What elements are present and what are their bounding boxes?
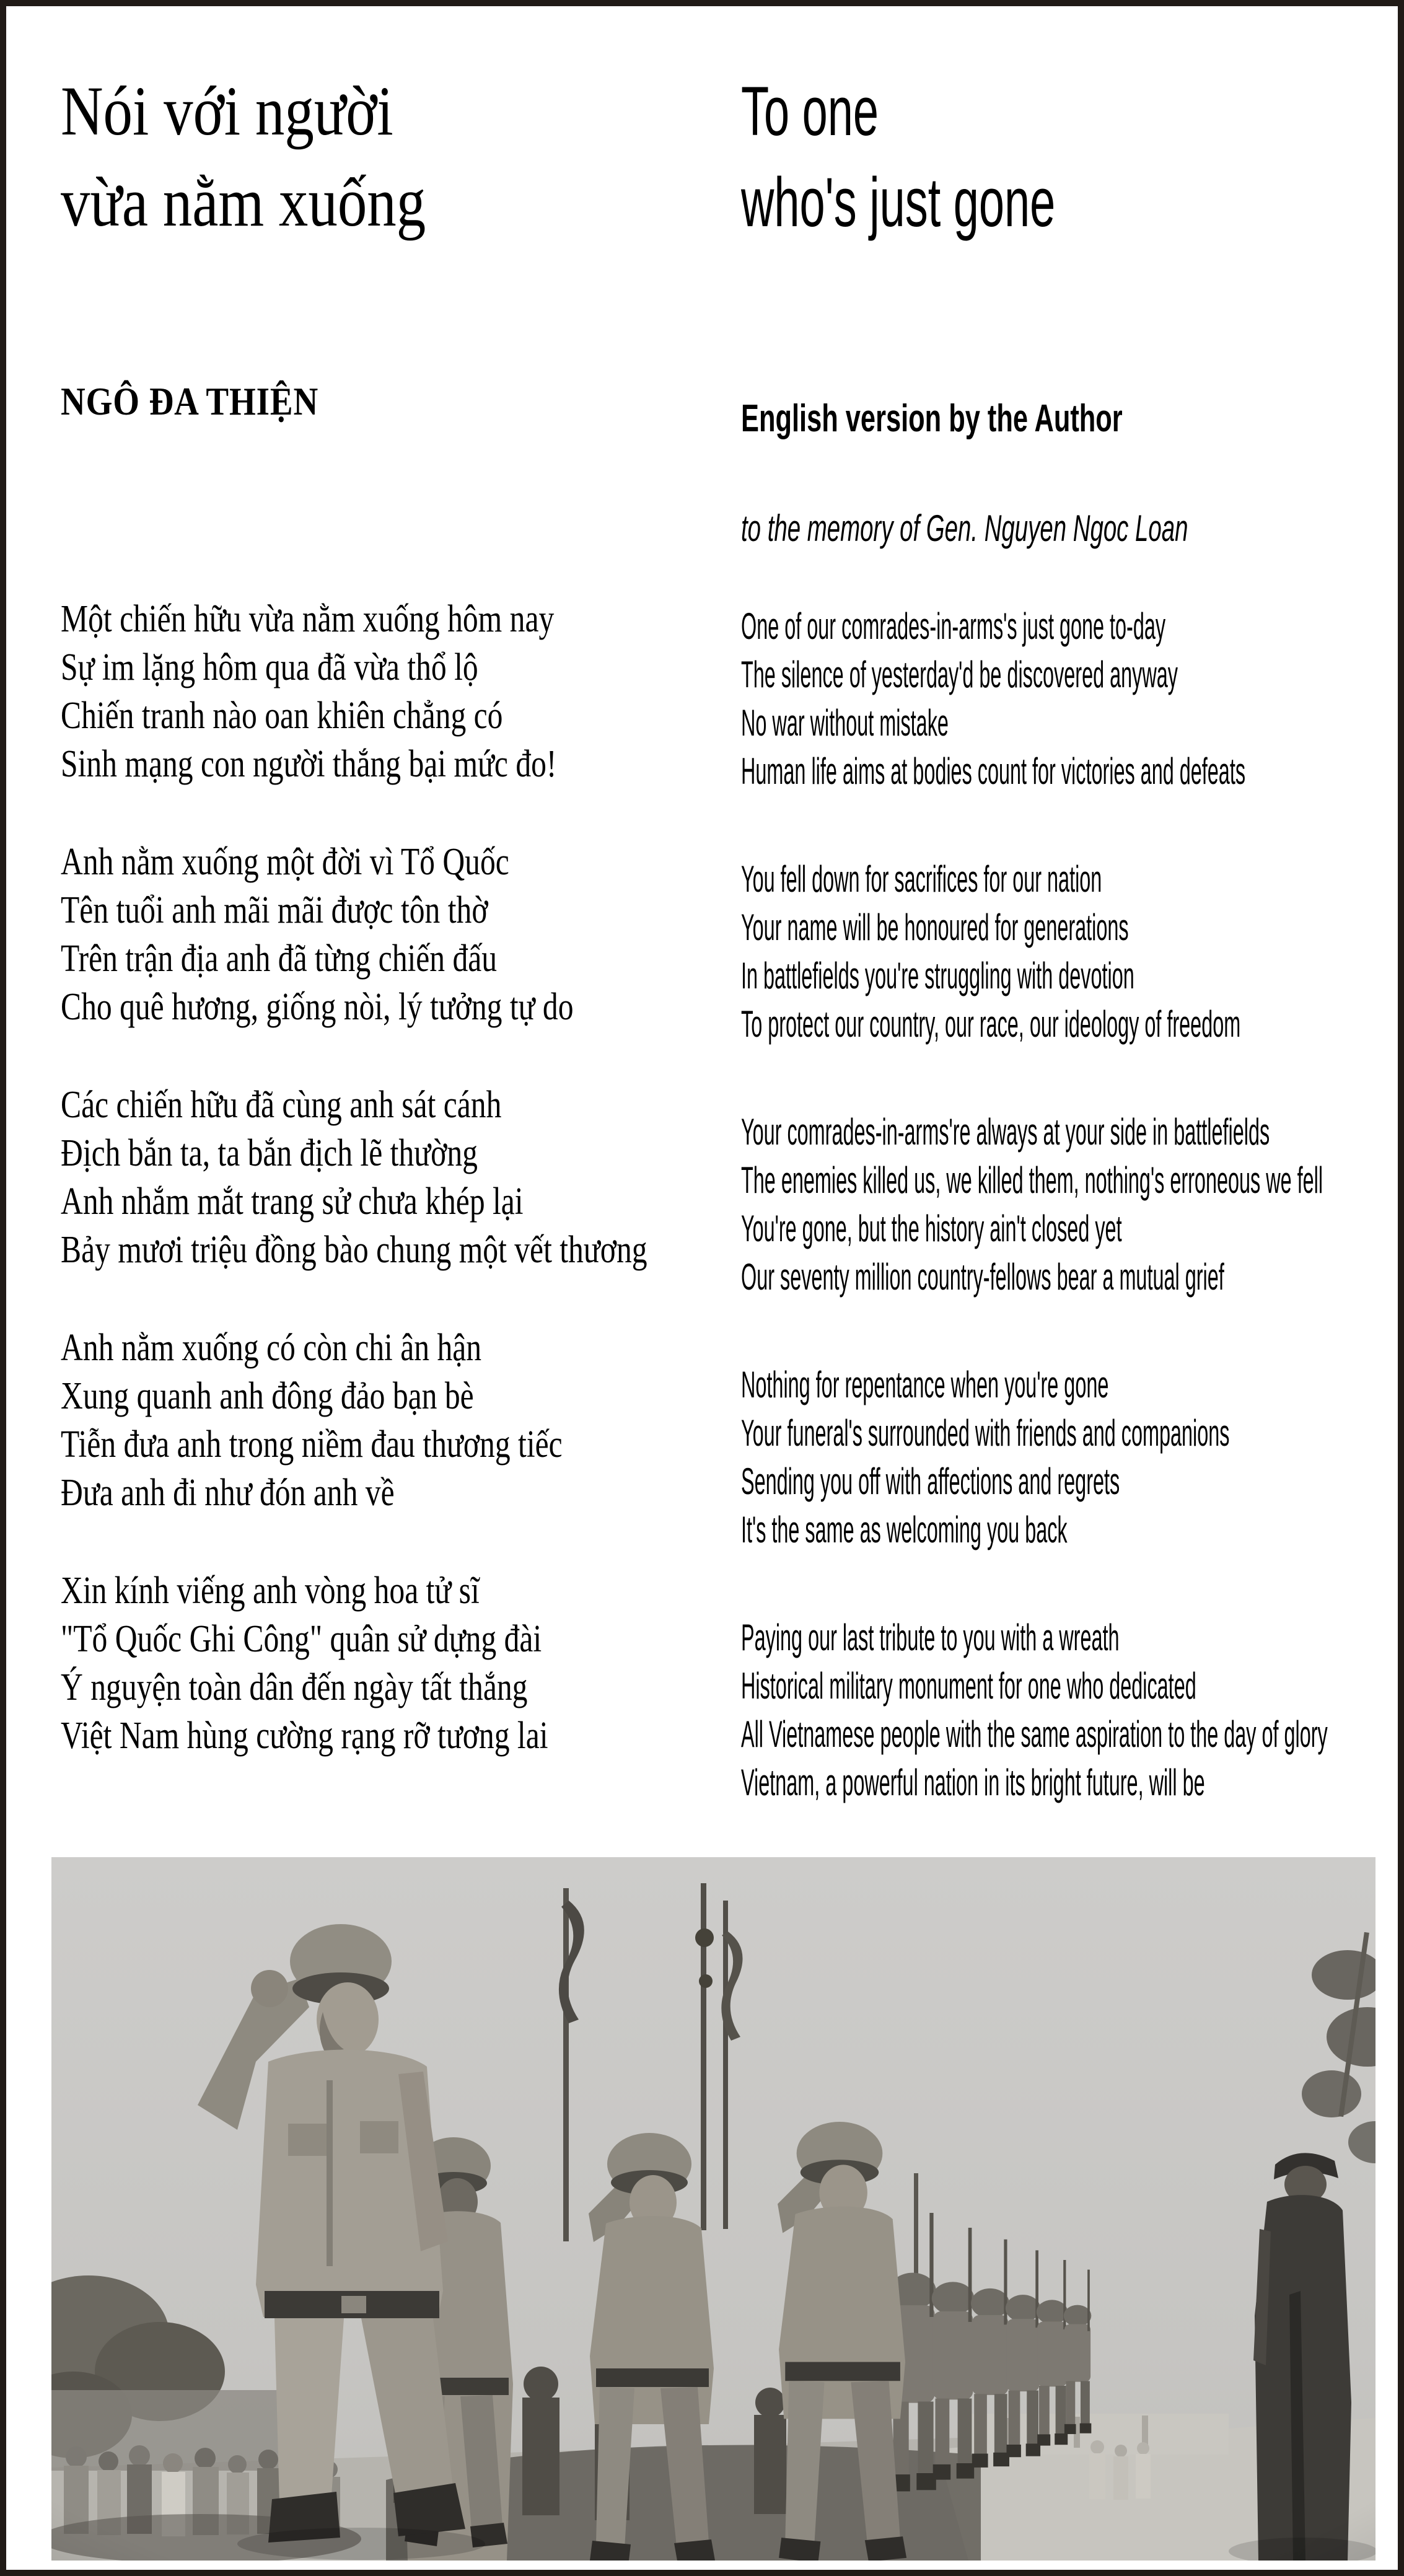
poem-line-vi: Sự im lặng hôm qua đã vừa thổ lộ <box>61 646 478 688</box>
parade-photo <box>51 1857 1375 2561</box>
poem-line-en: Our seventy million country-fellows bear a mutual grief <box>741 1256 1224 1298</box>
title-line: Nói với người <box>61 73 393 150</box>
poem-line-vi: Anh nằm xuống có còn chi ân hận <box>61 1327 482 1369</box>
stanza <box>741 1614 1404 1807</box>
stanza <box>61 1081 794 1274</box>
poem-line-vi: Các chiến hữu đã cùng anh sát cánh <box>61 1084 502 1126</box>
poem-line-en: In battlefields you're struggling with devotion <box>741 955 1134 996</box>
title-line: who's just gone <box>741 164 1056 241</box>
poem-line-vi: Anh nằm xuống một đời vì Tổ Quốc <box>61 841 509 883</box>
stanza <box>61 1324 794 1517</box>
poem-line-vi: Anh nhắm mắt trang sử chưa khép lại <box>61 1180 524 1223</box>
poem-line-en: Sending you off with affections and regrets <box>741 1461 1120 1502</box>
poem-line-en: The silence of yesterday'd be discovered anyway <box>741 654 1178 695</box>
poem-line-en: All Vietnamese people with the same aspiration to the day of glory <box>741 1713 1328 1755</box>
poem-line-en: Vietnam, a powerful nation in its bright future, will be <box>741 1762 1205 1803</box>
poem-line-vi: Việt Nam hùng cường rạng rỡ tương lai <box>61 1715 548 1757</box>
dedication: to the memory of Gen. Nguyen Ngoc Loan <box>741 508 1188 549</box>
poem-line-vi: Đưa anh đi như đón anh về <box>61 1472 395 1514</box>
stanza <box>741 855 1404 1048</box>
poem-line-en: To protect our country, our race, our ideology of freedom <box>741 1003 1241 1045</box>
poem-line-en: Human life aims at bodies count for victories and defeats <box>741 750 1246 792</box>
poem-line-vi: Sinh mạng con người thắng bại mức đo! <box>61 743 557 785</box>
poem-line-vi: Ý nguyện toàn dân đến ngày tất thắng <box>61 1666 528 1708</box>
poem-line-vi: Chiến tranh nào oan khiên chẳng có <box>61 695 503 737</box>
poem-line-en: One of our comrades-in-arms's just gone to-day <box>741 605 1166 647</box>
vietnamese-poem <box>61 595 794 1809</box>
poem-line-en: Your name will be honoured for generations <box>741 907 1129 948</box>
title-line: To one <box>741 73 879 150</box>
poem-line-vi: "Tổ Quốc Ghi Công" quân sử dựng đài <box>61 1618 542 1660</box>
english-poem <box>741 602 1404 1866</box>
photo-vignette <box>51 1857 1375 2561</box>
stanza <box>61 1567 794 1760</box>
page-title-vietnamese <box>61 66 495 248</box>
poem-line-vi: Cho quê hương, giống nòi, lý tưởng tự do <box>61 986 574 1028</box>
poem-line-vi: Xung quanh anh đông đảo bạn bè <box>61 1375 474 1417</box>
stanza <box>741 1361 1404 1554</box>
poem-line-vi: Xin kính viếng anh vòng hoa tử sĩ <box>61 1570 480 1612</box>
page-title-english <box>741 66 1218 248</box>
stanza <box>61 595 794 788</box>
poem-line-en: You fell down for sacrifices for our nation <box>741 858 1102 900</box>
poem-line-en: Historical military monument for one who dedicated <box>741 1665 1196 1707</box>
poem-line-en: Your funeral's surrounded with friends and companions <box>741 1412 1230 1454</box>
stanza <box>61 838 794 1031</box>
poem-line-en: You're gone, but the history ain't closed yet <box>741 1208 1122 1249</box>
poem-line-en: It's the same as welcoming you back <box>741 1509 1068 1550</box>
poem-line-en: No war without mistake <box>741 702 949 744</box>
byline: English version by the Author <box>741 397 1123 440</box>
poem-line-en: The enemies killed us, we killed them, nothing's erroneous we fell <box>741 1159 1323 1201</box>
poem-line-en: Nothing for repentance when you're gone <box>741 1364 1109 1405</box>
title-line: vừa nằm xuống <box>61 164 426 241</box>
poem-line-vi: Một chiến hữu vừa nằm xuống hôm nay <box>61 598 555 640</box>
author-name: NGÔ ĐA THIỆN <box>61 379 319 423</box>
poem-line-vi: Bảy mươi triệu đồng bào chung một vết thương <box>61 1229 647 1271</box>
stanza <box>741 1108 1404 1301</box>
poem-line-vi: Địch bắn ta, ta bắn địch lẽ thường <box>61 1132 478 1174</box>
poem-line-vi: Trên trận địa anh đã từng chiến đấu <box>61 938 498 980</box>
poem-line-en: Your comrades-in-arms're always at your side in battlefields <box>741 1111 1270 1153</box>
poem-line-en: Paying our last tribute to you with a wreath <box>741 1617 1120 1658</box>
poem-line-vi: Tên tuổi anh mãi mãi được tôn thờ <box>61 889 488 931</box>
poem-line-vi: Tiễn đưa anh trong niềm đau thương tiếc <box>61 1423 563 1466</box>
stanza <box>741 602 1404 796</box>
